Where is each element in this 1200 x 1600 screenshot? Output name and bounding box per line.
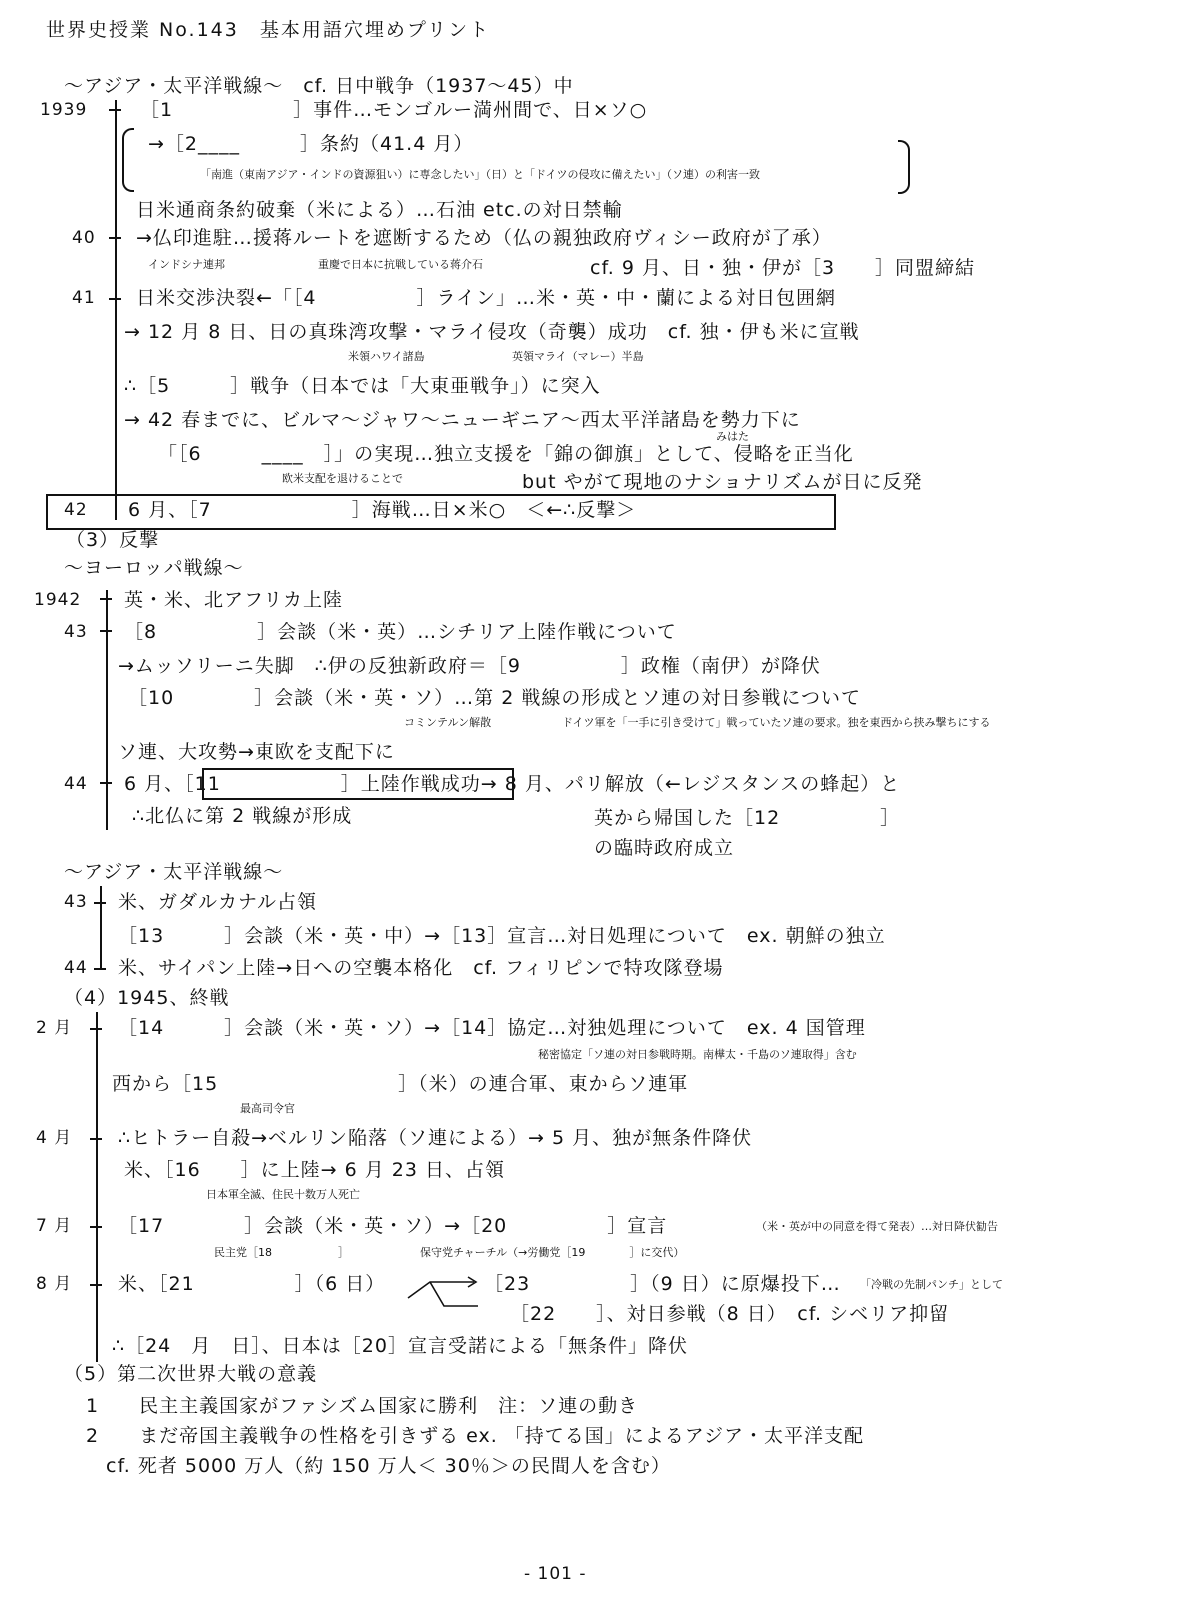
text-line: cf. 死者 5000 万人（約 150 万人＜ 30％＞の民間人を含む） [106,1455,671,1477]
text-line: 米、サイパン上陸→日への空襲本格化 cf. フィリピンで特攻隊登場 [118,957,724,979]
timeline-tick [109,237,121,239]
timeline-tick [100,630,112,632]
text-line: 米、［16 ］に上陸→ 6 月 23 日、占領 [124,1159,506,1181]
month-label: 2 月 [36,1018,73,1038]
timeline-tick [109,298,121,300]
timeline-line [96,1012,98,1362]
timeline-line [115,100,117,520]
ruby: みはた [716,430,749,443]
timeline-tick [90,1226,102,1228]
annotation: 最高司令官 [240,1102,295,1115]
timeline-tick [109,109,121,111]
month-label: 8 月 [36,1274,73,1294]
annotation: インドシナ連邦 [148,258,225,271]
section-heading: （4）1945、終戦 [64,987,230,1009]
text-line: →仏印進駐…援蒋ルートを遮断するため（仏の親独政府ヴィシー政府が了承） [136,227,832,249]
text-line: ソ連、大攻勢→東欧を支配下に [118,741,395,763]
timeline-tick [90,1284,102,1286]
text-line: ［13 ］会談（米・英・中）→［13］宣言…対日処理について ex. 朝鮮の独立 [118,925,886,947]
text-line: ［10 ］会談（米・英・ソ）…第 2 戦線の形成とソ連の対日参戦について [128,687,861,709]
timeline-tick [100,598,112,600]
arrow-diagram [404,1272,480,1312]
year-label: 43 [64,892,88,912]
annotation: 欧米支配を退けることで [282,472,403,485]
year-label: 44 [64,958,88,978]
text-line: cf. 9 月、日・独・伊が［3 ］同盟締結 [590,257,976,279]
timeline-tick [100,782,112,784]
annotation: 英領マライ（マレー）半島 [512,350,644,363]
year-label: 40 [72,228,96,248]
text-line: 日米通商条約破棄（米による）…石油 etc.の対日禁輸 [136,199,623,221]
text-line: の臨時政府成立 [594,837,735,859]
text-line: →［2____ ］条約（41.4 月） [148,133,474,155]
annotation: コミンテルン解散 [404,716,492,729]
annotation: 重慶で日本に抗戦している蒋介石 [318,258,483,271]
year-label: 42 [64,500,88,520]
text-line: →ムッソリーニ失脚 ∴伊の反独新政府＝［9 ］政権（南伊）が降伏 [118,655,821,677]
list-item: 2 まだ帝国主義戦争の性格を引きずる ex. 「持てる国」によるアジア・太平洋支配 [86,1425,865,1447]
month-label: 7 月 [36,1216,73,1236]
text-line: 英・米、北アフリカ上陸 [124,589,344,611]
text-line: → 42 春までに、ビルマ〜ジャワ〜ニューギニア〜西太平洋諸島を勢力下に [124,409,801,431]
text-line: → 12 月 8 日、日の真珠湾攻撃・マライ侵攻（奇襲）成功 cf. 独・伊も米に宣戦 [124,321,860,343]
text-line: 米、［21 ］（6 日） [118,1273,386,1295]
text-line: 6 月、［11 ］上陸作戦成功→ 8 月、パリ解放（←レジスタンスの蜂起）と [124,773,901,795]
section-heading: （3）反撃 [66,529,160,551]
text-line: 「［6 ____ ］」の実現…独立支援を「錦の御旗」として、侵略を正当化 [158,443,854,465]
text-line: ［22 ］、対日参戦（8 日） cf. シベリア抑留 [510,1303,950,1325]
year-label: 1942 [34,590,82,610]
timeline-tick [90,1138,102,1140]
year-label: 44 [64,774,88,794]
text-line: 英から帰国した［12 ］ [594,807,901,829]
text-line: ［23 ］（9 日）に原爆投下… [484,1273,841,1295]
section-heading-europe: 〜ヨーロッパ戦線〜 [64,557,244,579]
annotation: 民主党［18 ］ [214,1246,349,1259]
list-item: 1 民主主義国家がファシズム国家に勝利 注：ソ連の動き [86,1395,639,1417]
timeline-line [100,886,102,968]
page-title: 世界史授業 No.143 基本用語穴埋めプリント [46,19,491,41]
annotation: 米領ハワイ諸島 [348,350,425,363]
text-line: ［14 ］会談（米・英・ソ）→［14］協定…対独処理について ex. 4 国管理 [118,1017,866,1039]
text-line: ∴ヒトラー自殺→ベルリン陥落（ソ連による）→ 5 月、独が無条件降伏 [118,1127,753,1149]
timeline-tick [94,968,106,970]
timeline-tick [90,1028,102,1030]
text-line: ∴［24 月 日］、日本は［20］宣言受諾による「無条件」降伏 [112,1335,688,1357]
section-heading-asia-pacific: 〜アジア・太平洋戦線〜 [64,861,284,883]
text-line: 西から［15 ］（米）の連合軍、東からソ連軍 [112,1073,689,1095]
right-brace [898,140,910,194]
text-line: but やがて現地のナショナリズムが日に反発 [522,471,923,493]
timeline-tick [94,902,106,904]
annotation: 「冷戦の先制パンチ」として [860,1278,1003,1291]
annotation: 日本軍全滅、住民十数万人死亡 [206,1188,360,1201]
left-brace [122,128,134,192]
month-label: 4 月 [36,1128,73,1148]
annotation: 保守党チャーチル（→労働党［19 ］に交代） [420,1246,685,1259]
annotation: 「南進（東南アジア・インドの資源狙い）に専念したい」（日）と「ドイツの侵攻に備えたい」（ソ連）の利害一致 [200,168,761,181]
text-line: ［1 ］事件…モンゴルー満州間で、日×ソ○ [140,99,648,121]
text-line: 6 月、［7 ］海戦…日×米○ ＜←∴反撃＞ [128,499,637,521]
text-line: ［17 ］会談（米・英・ソ）→［20 ］宣言 [118,1215,668,1237]
annotation: ドイツ軍を「一手に引き受けて」戦っていたソ連の要求。独を東西から挟み撃ちにする [562,716,991,729]
year-label: 41 [72,288,96,308]
timeline-line [106,590,108,830]
section-heading: （5）第二次世界大戦の意義 [64,1363,318,1385]
page-number: - 101 - [524,1564,587,1584]
text-line: ∴［5 ］戦争（日本では「大東亜戦争」）に突入 [124,375,601,397]
annotation: （米・英が中の同意を得て発表）…対日降伏勧告 [756,1220,998,1233]
year-label: 43 [64,622,88,642]
text-line: 日米交渉決裂←「［4 ］ライン」…米・英・中・蘭による対日包囲網 [136,287,836,309]
annotation: 秘密協定「ソ連の対日参戦時期。南樺太・千島のソ連取得」含む [538,1048,857,1061]
year-label: 1939 [40,100,88,120]
text-line: 米、ガダルカナル占領 [118,891,318,913]
text-line: ［8 ］会談（米・英）…シチリア上陸作戦について [124,621,677,643]
text-line: ∴北仏に第 2 戦線が形成 [132,805,353,827]
section-heading-asia-pacific: 〜アジア・太平洋戦線〜 cf. 日中戦争（1937〜45）中 [64,75,574,97]
